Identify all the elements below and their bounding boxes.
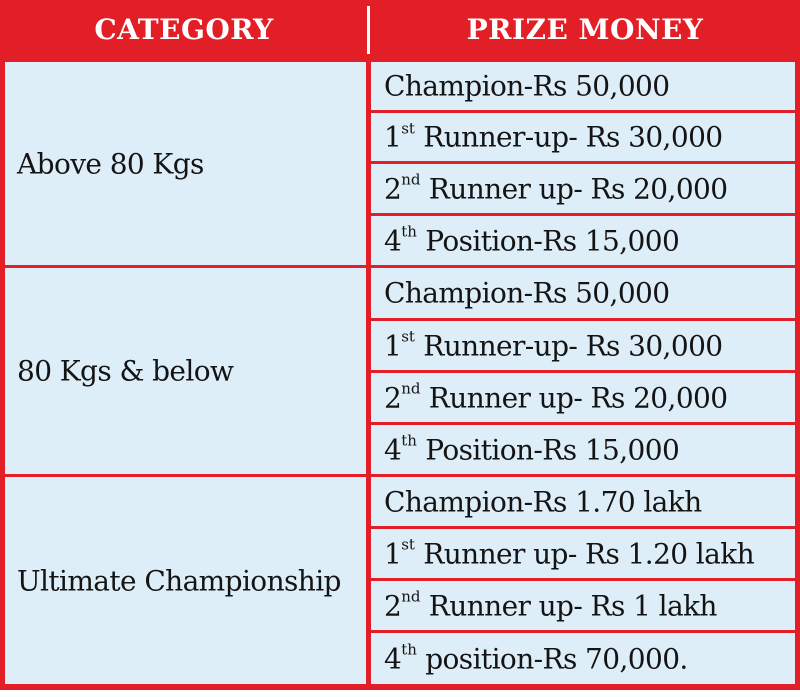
category-label: Above 80 Kgs <box>17 147 204 180</box>
header-prize-money: PRIZE MONEY <box>466 13 704 46</box>
category-cell <box>5 268 366 474</box>
table-header <box>0 0 800 58</box>
category-cell <box>5 62 366 265</box>
prize-text: 4th position-Rs 70,000. <box>384 640 688 675</box>
prize-row <box>371 268 795 318</box>
prize-row <box>371 113 795 161</box>
category-label: 80 Kgs & below <box>17 354 234 388</box>
category-cell <box>5 477 366 684</box>
prize-text: 2nd Runner up- Rs 20,000 <box>384 379 728 414</box>
prize-row <box>371 321 795 370</box>
prize-row <box>371 477 795 526</box>
prize-row <box>371 216 795 265</box>
prize-text: 1st Runner up- Rs 1.20 lakh <box>384 535 755 570</box>
prize-text: 1st Runner-up- Rs 30,000 <box>384 119 723 154</box>
prize-row <box>371 373 795 422</box>
prize-row <box>371 425 795 474</box>
prize-text: 1st Runner-up- Rs 30,000 <box>384 327 723 362</box>
prize-text: 2nd Runner up- Rs 1 lakh <box>384 587 717 622</box>
prize-text: 2nd Runner up- Rs 20,000 <box>384 170 728 205</box>
prize-text: Champion-Rs 50,000 <box>384 69 670 103</box>
prize-text: 4th Position-Rs 15,000 <box>384 222 680 257</box>
prize-row <box>371 529 795 578</box>
prize-text: Champion-Rs 50,000 <box>384 276 670 310</box>
prize-row <box>371 633 795 684</box>
header-category: CATEGORY <box>94 13 274 46</box>
prize-row <box>371 62 795 110</box>
category-label: Ultimate Championship <box>17 564 341 597</box>
prize-row <box>371 164 795 213</box>
prize-row <box>371 581 795 630</box>
prize-text: Champion-Rs 1.70 lakh <box>384 485 702 518</box>
prize-text: 4th Position-Rs 15,000 <box>384 431 680 466</box>
